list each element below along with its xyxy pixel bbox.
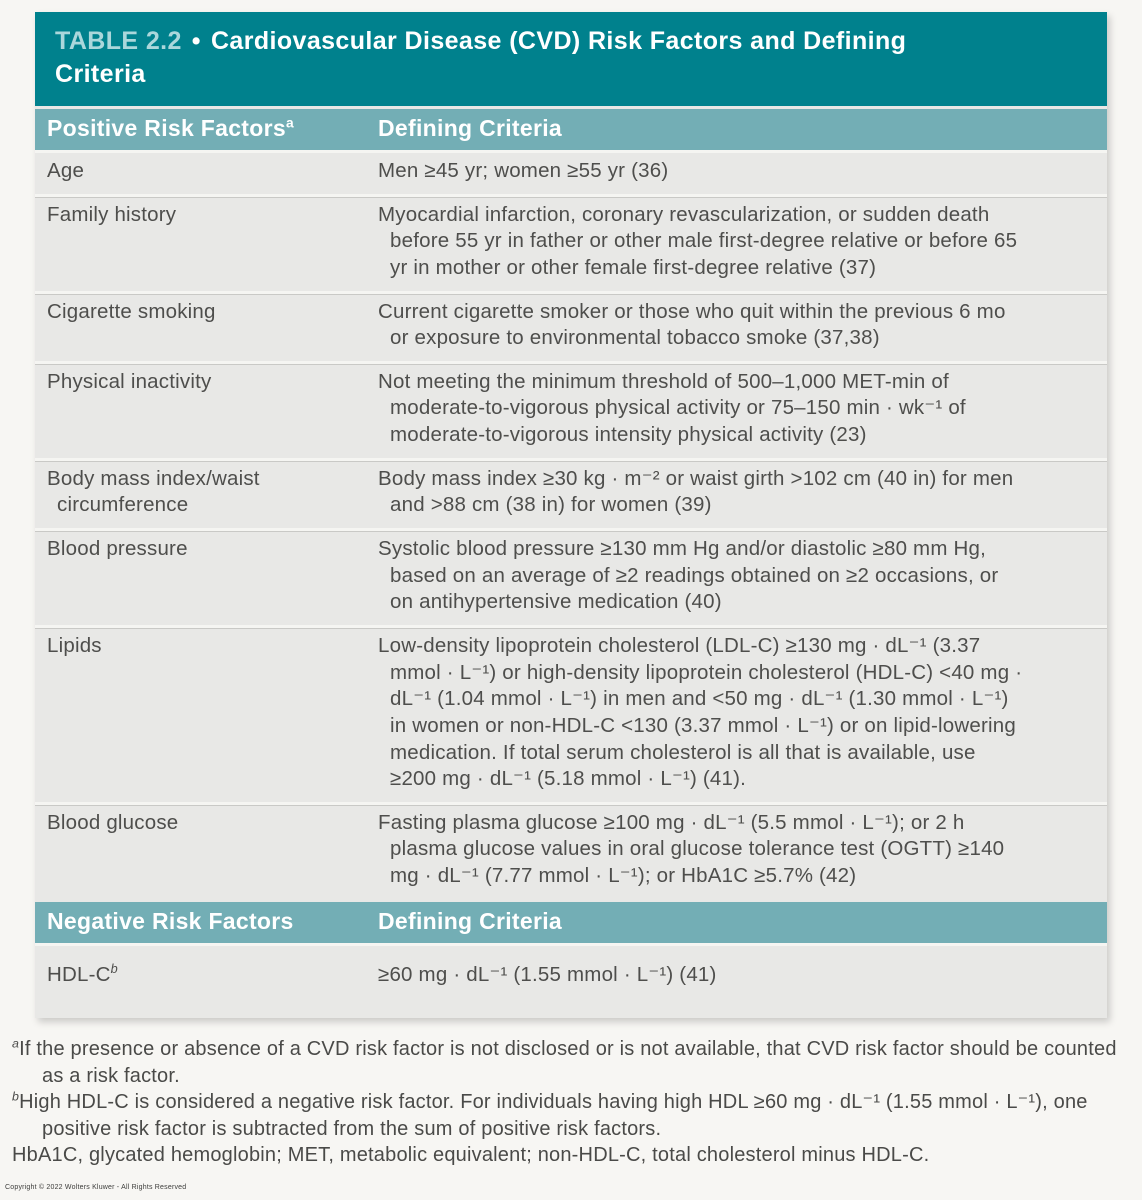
criteria-cell: Body mass index ≥30 kg · m⁻² or waist girth >102 cm (40 in) for men and >88 cm (38 in) for women (39) (378, 466, 1014, 517)
negative-risk-header: Negative Risk Factors (47, 907, 294, 934)
factor-cell: Blood glucose (47, 810, 179, 834)
footnote-marker-a-ref: a (285, 115, 294, 131)
factor-cell: Physical inactivity (47, 369, 212, 393)
criteria-cell: Systolic blood pressure ≥130 mm Hg and/or diastolic ≥80 mm Hg, based on an average of ≥2 readings obtained on ≥2 occasions, or on antihypertensive medication (40) (378, 537, 999, 614)
positive-risk-header-row (35, 109, 1107, 150)
footnotes (12, 1036, 1122, 1168)
negative-risk-header-row (35, 902, 1107, 943)
defining-criteria-header-2: Defining Criteria (378, 907, 563, 934)
factor-cell: HDL-$C^b$ (47, 960, 118, 986)
factor-cell: Cigarette smoking (47, 299, 216, 323)
table-row-cigarette-smoking (35, 291, 1107, 361)
table-row-lipids (35, 625, 1107, 802)
table-title (35, 12, 1107, 106)
footnote-b: $^b$High HDL-C is considered a negative risk factor. For individuals having high HDL ≥60 mg · dL⁻¹ (1.55 mmol · L⁻¹), one positive risk factor is subtracted from the sum of positive risk factors. (12, 1089, 1088, 1140)
positive-risk-header: Positive Risk Factors$^a$ (47, 115, 294, 141)
negative-rows (35, 943, 1107, 1019)
factor-cell: Age (47, 159, 85, 182)
criteria-cell: Not meeting the minimum threshold of 500–1,000 MET-min of moderate-to-vigorous physical activity or 75–150 min · wk⁻¹ of moderate-to-vigorous intensity physical activity (23) (378, 369, 966, 447)
footnote-abbreviations: HbA1C, glycated hemoglobin; MET, metabolic equivalent; non-HDL-C, total cholesterol minus HDL-C. (12, 1143, 930, 1166)
cvd-risk-table (35, 12, 1107, 1018)
footnote-marker-b-ref: b (110, 960, 118, 976)
criteria-cell: Low-density lipoprotein cholesterol (LDL-C) ≥130 mg · dL⁻¹ (3.37 mmol · L⁻¹) or high-density lipoprotein cholesterol (HDL-C) <40 mg · dL⁻¹ (1.04 mmol · L⁻¹) in men and <50 mg · dL⁻¹ (1.30 mmol · L⁻¹) in women or non-HDL-C <130 (3.37 mmol · L⁻¹) or on lipid-lowering medication. If total serum cholesterol is all that is available, use ≥200 mg · dL⁻¹ (5.18 mmol · L⁻¹) (41). (378, 633, 1023, 791)
positive-rows (35, 150, 1107, 899)
defining-criteria-header: Defining Criteria (378, 115, 563, 141)
table-row-physical-inactivity (35, 361, 1107, 458)
table-row-age (35, 153, 1107, 194)
table-row-blood-pressure (35, 528, 1107, 625)
table-row-family-history (35, 194, 1107, 291)
footnote-a: $^a$If the presence or absence of a CVD risk factor is not disclosed or is not available, that CVD risk factor should be counted as a risk factor. (12, 1036, 1117, 1087)
factor-cell: Family history (47, 202, 177, 226)
criteria-cell: Current cigarette smoker or those who quit within the previous 6 mo or exposure to environmental tobacco smoke (37,38) (378, 299, 1006, 350)
table-row-bmi-waist (35, 458, 1107, 528)
table-row-hdl-c (35, 946, 1107, 1019)
copyright-line: Copyright © 2022 Wolters Kluwer - All Rights Reserved (5, 1184, 187, 1192)
criteria-cell: Fasting plasma glucose ≥100 mg · dL⁻¹ (5.5 mmol · L⁻¹); or 2 h plasma glucose values in oral glucose tolerance test (OGTT) ≥140 mg · dL⁻¹ (7.77 mmol · L⁻¹); or HbA1C ≥5.7% (42) (378, 810, 1005, 888)
factor-cell: Lipids (47, 633, 102, 657)
criteria-cell: Men ≥45 yr; women ≥55 yr (36) (378, 159, 669, 182)
footnote-b-marker: b (12, 1089, 20, 1104)
factor-cell: Body mass index/waist circumference (47, 466, 260, 517)
table-row-blood-glucose (35, 802, 1107, 899)
factor-cell: Blood pressure (47, 537, 188, 561)
table-title-text: Cardiovascular Disease (CVD) Risk Factors and Defining Criteria (55, 27, 907, 88)
criteria-cell: Myocardial infarction, coronary revascularization, or sudden death before 55 yr in father or other male first-degree relative or before 65 yr in mother or other female first-degree relative (37) (378, 202, 1018, 279)
criteria-cell: ≥60 mg · dL⁻¹ (1.55 mmol · L⁻¹) (41) (378, 962, 717, 986)
footnote-a-marker: a (12, 1036, 20, 1051)
table-number: TABLE 2.2 (55, 27, 182, 55)
title-bullet: • (191, 27, 201, 55)
